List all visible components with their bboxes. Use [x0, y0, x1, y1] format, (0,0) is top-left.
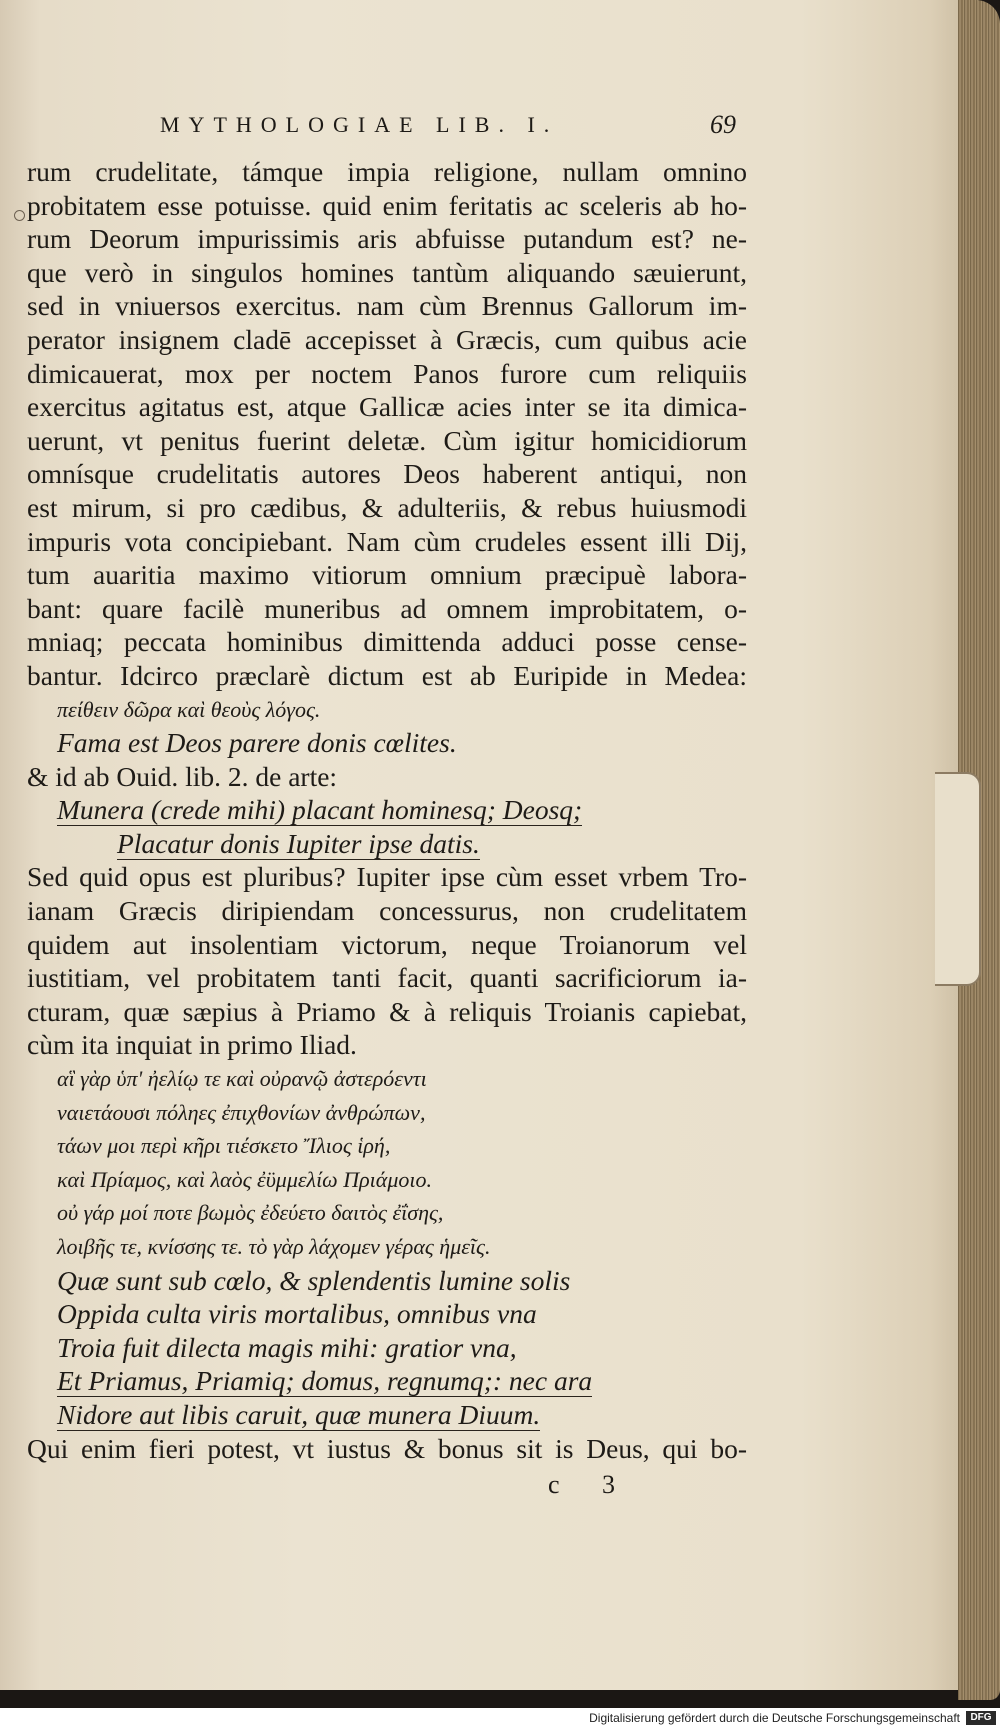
- text-line: omnísque crudelitatis autores Deos haberent antiqui, non: [27, 458, 747, 490]
- text-line: est mirum, si pro cædibus, & adulteriis, & rebus huiusmodi: [27, 491, 747, 523]
- greek-verse: λοιβῆς τε, κνίσσης τε. τὸ γὰρ λάχομεν γέρας ἡμεῖς.: [57, 1234, 491, 1259]
- footer-credit: Digitalisierung gefördert durch die Deutsche Forschungsgemeinschaft: [589, 1711, 960, 1725]
- text-line: bantur. Idcirco præclarè dictum est ab Euripide in Medea:: [27, 659, 747, 691]
- text-line: sed in vniuersos exercitus. nam cùm Brennus Gallorum im-: [27, 290, 747, 322]
- text-line: rum Deorum impurissimis aris abfuisse putandum est? ne-: [27, 223, 747, 255]
- latin-verse: Troia fuit dilecta magis mihi: gratior vna,: [57, 1331, 517, 1363]
- greek-verse: οὐ γάρ μοί ποτε βωμὸς ἐδεύετο δαιτὸς ἐΐσης,: [57, 1200, 444, 1226]
- greek-verse: καὶ Πρίαμος, καὶ λαὸς ἐϋμμελίω Πριάμοιο.: [57, 1166, 432, 1192]
- text-line: perator insignem cladē accepisset à Græcis, cum quibus acie: [27, 323, 747, 355]
- greek-verse: αἳ γὰρ ὑπ' ἠελίῳ τε καὶ οὐρανῷ ἀστερόεντι: [57, 1066, 427, 1092]
- text-line: Sed quid opus est pluribus? Iupiter ipse cùm esset vrbem Tro-: [27, 861, 747, 893]
- latin-verse: [27, 1364, 747, 1398]
- text-line: iustitiam, vel probitatem tanti facit, quanti sacrificiorum ia-: [27, 962, 747, 994]
- signature-mark: c 3: [548, 1470, 634, 1499]
- text-line: mniaq; peccata hominibus dimittenda adduci posse cense-: [27, 626, 747, 658]
- ovid-intro: & id ab Ouid. lib. 2. de arte:: [27, 760, 338, 792]
- text-line: cturam, quæ sæpius à Priamo & à reliquis Troianis capiebat,: [27, 995, 747, 1027]
- page-number: 69: [710, 110, 736, 139]
- latin-verse-text: Et Priamus, Priamiq; domus, regnumq;: nec ara: [57, 1365, 593, 1397]
- latin-verse: Oppida culta viris mortalibus, omnibus vna: [57, 1298, 537, 1330]
- latin-quote: Fama est Deos parere donis cœlites.: [57, 727, 457, 759]
- text-line: dimicauerat, mox per noctem Panos furore cum reliquiis: [27, 357, 747, 389]
- dfg-logo: DFG: [966, 1711, 996, 1725]
- text-line: cùm ita inquiat in primo Iliad.: [27, 1029, 357, 1061]
- footer-bar: [0, 1708, 1000, 1728]
- text-line: quidem aut insolentiam victorum, neque Troianorum vel: [27, 928, 747, 960]
- running-head: MYTHOLOGIAE LIB. I.: [160, 112, 559, 137]
- ovid-verse: [27, 793, 747, 827]
- text-line: impuris vota concipiebant. Nam cùm crudeles essent illi Dij,: [27, 525, 747, 557]
- latin-verse: Quæ sunt sub cœlo, & splendentis lumine solis: [57, 1264, 571, 1296]
- main-text: [27, 155, 747, 1465]
- ovid-verse: [27, 827, 747, 861]
- text-line: Qui enim fieri potest, vt iustus & bonus sit is Deus, qui bo-: [27, 1432, 747, 1464]
- text-line: que verò in singulos homines tantùm aliquando sæuierunt,: [27, 256, 747, 288]
- ovid-verse-text: Placatur donis Iupiter ipse datis.: [117, 827, 480, 859]
- latin-verse: [27, 1398, 747, 1432]
- text-line: rum crudelitate, támque impia religione, nullam omnino: [27, 156, 747, 187]
- text-line: ianam Græcis diripiendam concessurus, non crudelitatem: [27, 895, 747, 927]
- text-line: uerunt, vt penitus fuerint deletæ. Cùm igitur homicidiorum: [27, 424, 747, 456]
- clip-tab: [935, 772, 981, 986]
- text-line: bant: quare facilè muneribus ad omnem improbitatem, o-: [27, 592, 747, 624]
- text-line: probitatem esse potuisse. quid enim feritatis ac sceleris ab ho-: [27, 189, 747, 221]
- binding-hole: [14, 210, 25, 221]
- greek-quote: πείθειν δῶρα καὶ θεοὺς λόγος.: [57, 696, 321, 722]
- greek-verse: τάων μοι περὶ κῆρι τιέσκετο Ἴλιος ἱρή,: [57, 1133, 391, 1159]
- latin-verse-text: Nidore aut libis caruit, quæ munera Diuum.: [57, 1398, 541, 1430]
- ovid-verse-text: Munera (crede mihi) placant hominesq; Deosq;: [57, 794, 583, 826]
- text-line: exercitus agitatus est, atque Gallicæ acies inter se ita dimica-: [27, 391, 747, 423]
- text-line: tum auaritia maximo vitiorum omnium præcipuè labora-: [27, 559, 747, 591]
- greek-verse: ναιετάουσι πόληες ἐπιχθονίων ἀνθρώπων,: [57, 1099, 426, 1125]
